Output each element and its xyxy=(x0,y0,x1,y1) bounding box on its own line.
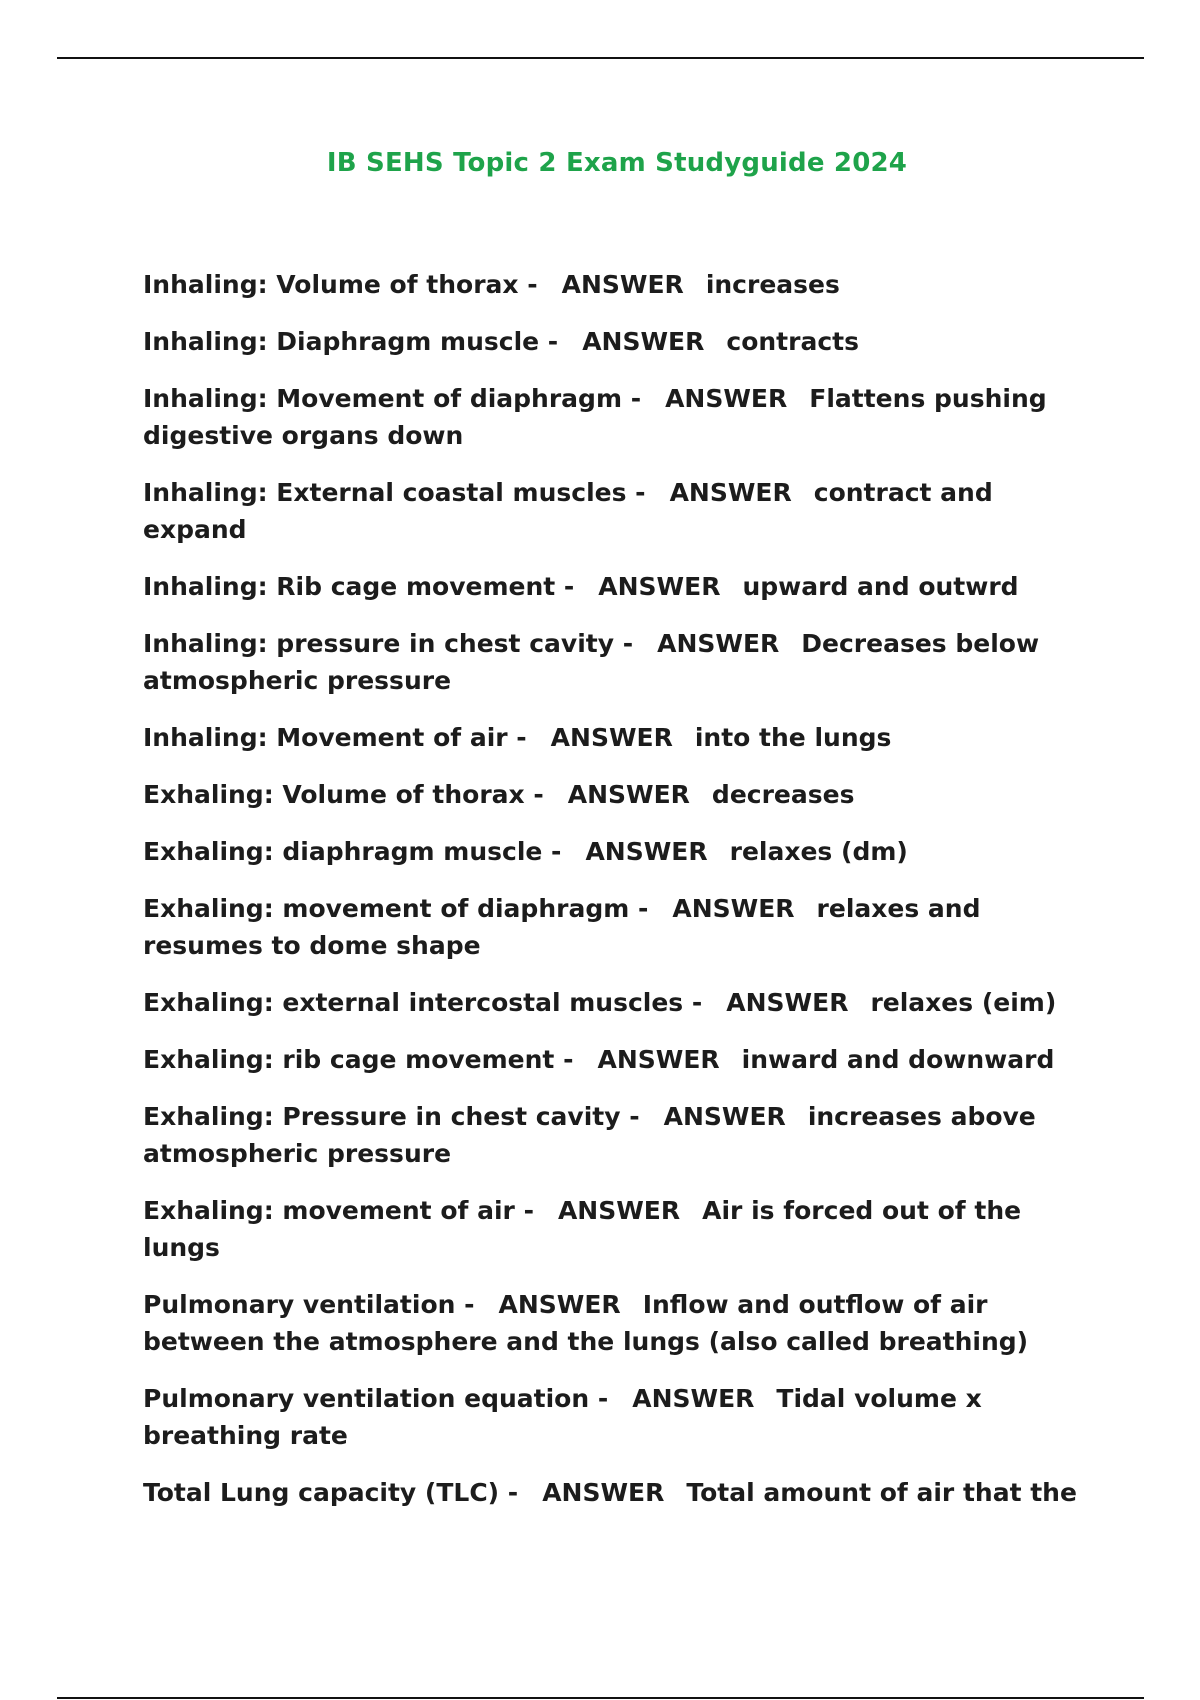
qa-answer: upward and outwrd xyxy=(742,572,1019,601)
qa-item xyxy=(143,474,1103,548)
answer-label: ANSWER xyxy=(498,1290,621,1319)
qa-item xyxy=(143,1041,1103,1078)
qa-answer: inward and downward xyxy=(741,1045,1055,1074)
qa-item xyxy=(143,1474,1103,1511)
qa-answer: Tidal volume x breathing rate xyxy=(143,1384,982,1450)
answer-label: ANSWER xyxy=(585,837,708,866)
qa-answer: relaxes (eim) xyxy=(870,988,1057,1017)
qa-question: Pulmonary ventilation - xyxy=(143,1290,475,1319)
qa-item xyxy=(143,1380,1103,1454)
answer-label: ANSWER xyxy=(657,629,780,658)
answer-label: ANSWER xyxy=(598,572,721,601)
qa-item xyxy=(143,833,1103,870)
answer-label: ANSWER xyxy=(663,1102,786,1131)
qa-answer: decreases xyxy=(711,780,855,809)
qa-question: Inhaling: Movement of diaphragm - xyxy=(143,384,642,413)
qa-item xyxy=(143,890,1103,964)
bottom-rule xyxy=(57,1697,1144,1699)
document-title: IB SEHS Topic 2 Exam Studyguide 2024 xyxy=(326,148,908,178)
qa-answer: Inflow and outflow of air between the atmosphere and the lungs (also called breathing) xyxy=(143,1290,1029,1356)
qa-answer: contracts xyxy=(726,327,859,356)
answer-label: ANSWER xyxy=(561,270,684,299)
qa-question: Inhaling: External coastal muscles - xyxy=(143,478,646,507)
qa-answer: increases above atmospheric pressure xyxy=(143,1102,1036,1168)
qa-question: Exhaling: movement of diaphragm - xyxy=(143,894,649,923)
qa-question: Inhaling: Rib cage movement - xyxy=(143,572,575,601)
qa-item xyxy=(143,625,1103,699)
qa-item xyxy=(143,380,1103,454)
qa-answer: relaxes (dm) xyxy=(729,837,908,866)
qa-answer: contract and expand xyxy=(143,478,993,544)
qa-item xyxy=(143,1286,1103,1360)
top-rule xyxy=(57,57,1144,59)
answer-label: ANSWER xyxy=(597,1045,720,1074)
qa-item xyxy=(143,776,1103,813)
qa-answer: Total amount of air that the xyxy=(686,1478,1077,1507)
qa-question: Exhaling: rib cage movement - xyxy=(143,1045,574,1074)
qa-item xyxy=(143,1192,1103,1266)
qa-item xyxy=(143,1098,1103,1172)
answer-label: ANSWER xyxy=(550,723,673,752)
qa-answer: Flattens pushing digestive organs down xyxy=(143,384,1047,450)
answer-label: ANSWER xyxy=(567,780,690,809)
qa-question: Exhaling: diaphragm muscle - xyxy=(143,837,562,866)
qa-item xyxy=(143,719,1103,756)
answer-label: ANSWER xyxy=(632,1384,755,1413)
qa-question: Exhaling: Pressure in chest cavity - xyxy=(143,1102,640,1131)
qa-question: Inhaling: Movement of air - xyxy=(143,723,527,752)
qa-question: Exhaling: external intercostal muscles - xyxy=(143,988,703,1017)
qa-item xyxy=(143,266,1103,303)
answer-label: ANSWER xyxy=(557,1196,681,1225)
answer-label: ANSWER xyxy=(665,384,788,413)
qa-item xyxy=(143,323,1103,360)
qa-question: Inhaling: Diaphragm muscle - xyxy=(143,327,559,356)
qa-answer: relaxes and resumes to dome shape xyxy=(143,894,981,960)
qa-question: Exhaling: movement of air - xyxy=(143,1196,534,1225)
qa-question: Pulmonary ventilation equation - xyxy=(143,1384,609,1413)
answer-label: ANSWER xyxy=(669,478,792,507)
answer-label: ANSWER xyxy=(672,894,795,923)
answer-label: ANSWER xyxy=(726,988,849,1017)
qa-item xyxy=(143,984,1103,1021)
qa-list xyxy=(143,266,1103,1531)
qa-question: Inhaling: Volume of thorax - xyxy=(143,270,538,299)
qa-answer: Decreases below atmospheric pressure xyxy=(143,629,1040,695)
qa-question: Exhaling: Volume of thorax - xyxy=(143,780,544,809)
answer-label: ANSWER xyxy=(582,327,705,356)
qa-item xyxy=(143,568,1103,605)
qa-answer: increases xyxy=(705,270,840,299)
qa-answer: into the lungs xyxy=(694,723,892,752)
qa-question: Total Lung capacity (TLC) - xyxy=(143,1478,519,1507)
qa-answer: Air is forced out of the lungs xyxy=(143,1196,1022,1262)
qa-question: Inhaling: pressure in chest cavity - xyxy=(143,629,634,658)
answer-label: ANSWER xyxy=(542,1478,665,1507)
